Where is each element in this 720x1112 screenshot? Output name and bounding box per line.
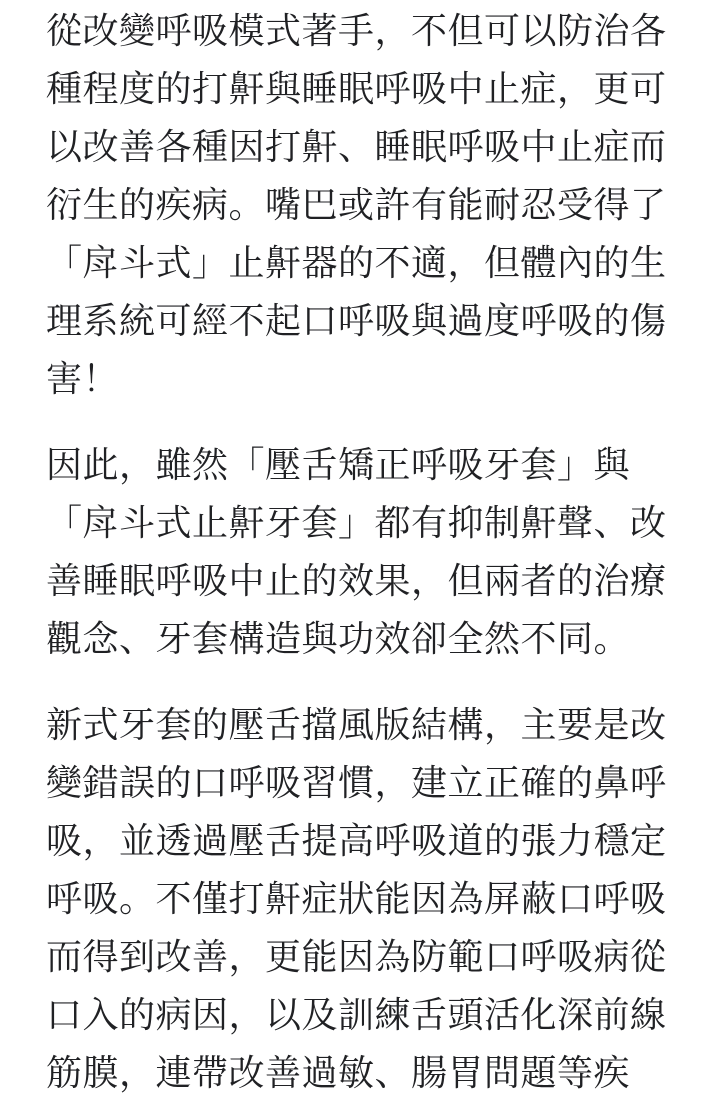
text-line: 從改變呼吸模式著手，不但可以防治各 xyxy=(46,11,667,52)
text-line: 呼吸。不僅打鼾症狀能因為屏蔽口呼吸 xyxy=(46,879,667,920)
text-line: 理系統可經不起口呼吸與過度呼吸的傷 xyxy=(46,301,667,342)
text-line: 吸，並透過壓舌提高呼吸道的張力穩定 xyxy=(46,821,667,862)
text-line: 而得到改善，更能因為防範口呼吸病從 xyxy=(46,937,667,978)
text-line: 因此，雖然「壓舌矯正呼吸牙套」與 xyxy=(46,445,631,486)
text-line: 善睡眠呼吸中止的效果，但兩者的治療 xyxy=(46,561,667,602)
text-line: 害！ xyxy=(46,359,120,400)
text-line: 筋膜，連帶改善過敏、腸胃問題等疾 xyxy=(46,1053,631,1094)
text-line: 「戽斗式」止鼾器的不適，但體內的生 xyxy=(46,243,667,284)
text-line: 變錯誤的口呼吸習慣，建立正確的鼻呼 xyxy=(46,763,667,804)
text-line: 「戽斗式止鼾牙套」都有抑制鼾聲、改 xyxy=(46,503,667,544)
text-line: 以改善各種因打鼾、睡眠呼吸中止症而 xyxy=(46,127,667,168)
text-line: 新式牙套的壓舌擋風版結構，主要是改 xyxy=(46,705,667,746)
paragraph-1 xyxy=(46,3,667,409)
text-line: 衍生的疾病。嘴巴或許有能耐忍受得了 xyxy=(46,185,667,226)
text-line: 觀念、牙套構造與功效卻全然不同。 xyxy=(46,619,631,660)
text-line: 口入的病因，以及訓練舌頭活化深前線 xyxy=(46,995,667,1036)
paragraph-3 xyxy=(46,697,667,1103)
paragraph-2 xyxy=(46,437,667,669)
text-line: 種程度的打鼾與睡眠呼吸中止症，更可 xyxy=(46,69,667,110)
